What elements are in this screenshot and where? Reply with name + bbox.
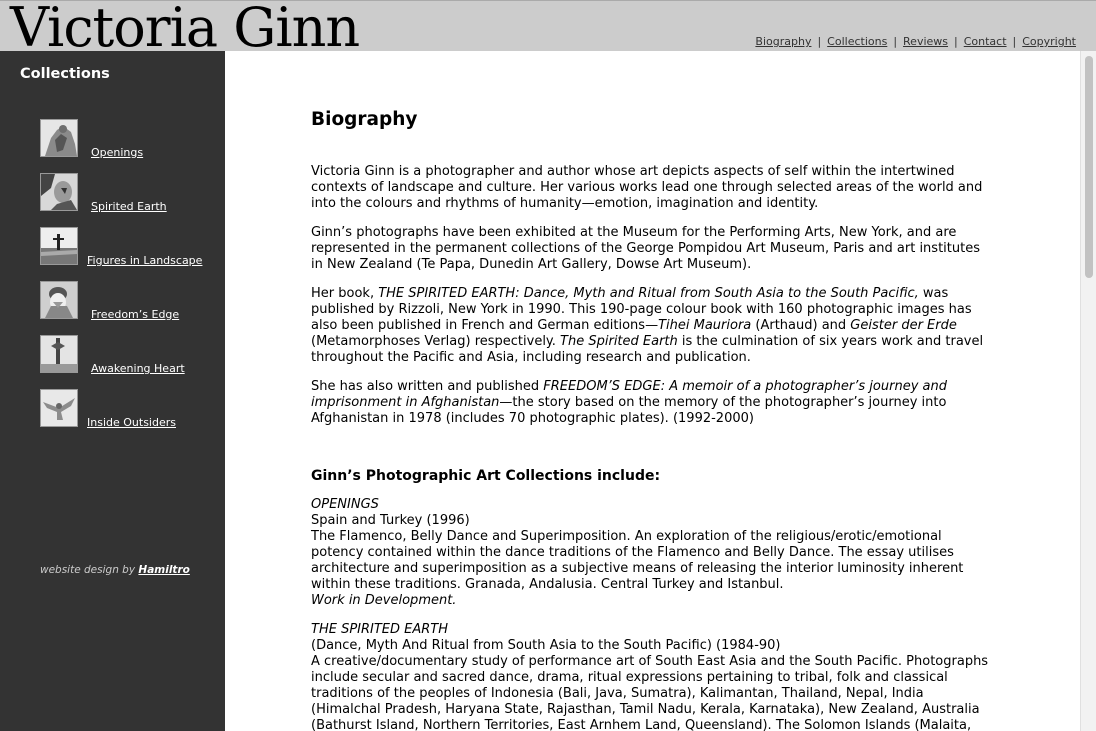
scrollbar-thumb[interactable]	[1085, 56, 1093, 278]
text-line: Victoria Ginn is a photographer and author whose art depicts aspects of self within the intertwined	[311, 164, 955, 179]
collection-link-spirited-earth[interactable]	[40, 173, 220, 213]
nav-link-contact[interactable]: Contact	[963, 35, 1007, 48]
site-header	[0, 0, 1096, 51]
nav-separator: |	[817, 35, 822, 48]
text-span: is the culmination of six years work and travel	[677, 334, 984, 349]
text-span: (Arthaud) and	[751, 318, 851, 333]
text-line: architecture and superimposition as a subjective means of releasing the interior luminosity inherent	[311, 561, 964, 576]
text-line: throughout the Pacific and Asia, including research and publication.	[311, 350, 751, 365]
text-line: (Bathurst Island, Northern Territories, East Arnhem Land, Queensland). The Solomon Islands (Malaita,	[311, 718, 972, 731]
collection-label: Figures in Landscape	[87, 254, 203, 267]
nav-link-reviews[interactable]: Reviews	[903, 35, 949, 48]
text-span: (Metamorphoses Verlag) respectively.	[311, 334, 561, 349]
text-line: contexts of landscape and culture. Her various works lead one through selected areas of the world and	[311, 180, 983, 195]
collection-status: Work in Development.	[311, 593, 457, 608]
bio-paragraph-2	[311, 225, 995, 273]
text-line: A creative/documentary study of performance art of South East Asia and the South Pacific. Photographs	[311, 654, 989, 669]
sidebar-heading: Collections	[20, 66, 110, 82]
collection-spirited-earth	[311, 622, 995, 731]
text-line: in New Zealand (Te Papa, Dunedin Art Gallery, Dowse Art Museum).	[311, 257, 752, 272]
book-title: FREEDOM’S EDGE: A memoir of a photographer’s journey and	[543, 379, 947, 394]
text-line: Ginn’s photographs have been exhibited at the Museum for the Performing Arts, New York, and are	[311, 225, 957, 240]
collection-label: Spirited Earth	[91, 200, 167, 213]
collection-name: OPENINGS	[311, 497, 379, 512]
text-line: potency contained within the dance traditions of the Flamenco and Belly Dance. The essay utilises	[311, 545, 954, 560]
text-line: into the colours and rhythms of humanity—emotion, imagination and identity.	[311, 196, 819, 211]
spirited-earth-thumbnail[interactable]	[40, 173, 78, 211]
text-span: —the story based on the memory of the photographer’s journey into	[499, 395, 947, 410]
collection-link-openings[interactable]	[40, 119, 220, 159]
collection-place: Spain and Turkey (1996)	[311, 513, 470, 528]
text-line: (Himalchal Pradesh, Haryana State, Rajasthan, Tamil Nadu, Kerala, Karnataka), New Zealand, Australia	[311, 702, 980, 717]
text-line	[311, 334, 995, 350]
figures-in-landscape-thumbnail[interactable]	[40, 227, 78, 265]
nav-separator: |	[893, 35, 898, 48]
text-span: also been published in French and German editions—	[311, 318, 659, 333]
collection-link-inside-outsiders[interactable]	[40, 389, 220, 429]
collection-link-awakening-heart[interactable]	[40, 335, 220, 375]
openings-thumbnail[interactable]	[40, 119, 78, 157]
text-line: published by Rizzoli, New York in 1990. This 190-page colour book with 160 photographic images has	[311, 302, 972, 317]
site-title: Victoria Ginn	[10, 0, 360, 51]
text-line: The Flamenco, Belly Dance and Superimposition. An exploration of the religious/erotic/emotional	[311, 529, 942, 544]
book-title: imprisonment in Afghanistan	[311, 395, 500, 410]
text-span: Her book,	[311, 286, 379, 301]
credit-text: website design by	[40, 564, 139, 576]
design-credit	[40, 564, 190, 576]
text-line	[311, 318, 995, 334]
text-span: She has also written and published	[311, 379, 544, 394]
collection-label: Inside Outsiders	[87, 416, 176, 429]
collection-link-freedoms-edge[interactable]	[40, 281, 220, 321]
bio-paragraph-1	[311, 164, 995, 212]
collection-label: Openings	[91, 146, 144, 159]
bio-paragraph-3	[311, 286, 995, 366]
text-line	[311, 286, 995, 302]
nav-separator: |	[1012, 35, 1017, 48]
book-title: Geister der Erde	[850, 318, 957, 333]
book-title: THE SPIRITED EARTH: Dance, Myth and Ritual from South Asia to the South Pacific,	[378, 286, 919, 301]
text-line: traditions of the peoples of Indonesia (Bali, Java, Sumatra), Kalimantan, Thailand, Nepal, India	[311, 686, 924, 701]
collection-link-figures-in-landscape[interactable]	[40, 227, 220, 267]
freedoms-edge-thumbnail[interactable]	[40, 281, 78, 319]
collection-name: THE SPIRITED EARTH	[311, 622, 449, 637]
text-line: within these traditions. Granada, Andalusia. Central Turkey and Istanbul.	[311, 577, 784, 592]
collection-label: Freedom’s Edge	[91, 308, 180, 321]
bio-paragraph-4	[311, 379, 995, 427]
collection-openings	[311, 497, 995, 609]
collection-subtitle: (Dance, Myth And Ritual from South Asia to the South Pacific) (1984-90)	[311, 638, 781, 653]
top-nav	[755, 35, 1076, 48]
page-title: Biography	[311, 109, 418, 130]
collection-label: Awakening Heart	[91, 362, 185, 375]
text-line: Afghanistan in 1978 (includes 70 photographic plates). (1992-2000)	[311, 411, 754, 426]
text-line: represented in the permanent collections of the George Pompidou Art Museum, Paris and art institutes	[311, 241, 980, 256]
main-content	[225, 51, 1080, 731]
nav-link-collections[interactable]: Collections	[827, 35, 888, 48]
nav-link-biography[interactable]: Biography	[755, 35, 812, 48]
inside-outsiders-thumbnail[interactable]	[40, 389, 78, 427]
sidebar	[0, 51, 225, 731]
collections-heading: Ginn’s Photographic Art Collections include:	[311, 468, 661, 484]
text-line	[311, 395, 995, 411]
nav-separator: |	[954, 35, 958, 48]
book-title: Tihei Mauriora	[658, 318, 752, 333]
text-span: was	[918, 286, 949, 301]
text-line	[311, 379, 995, 395]
credit-link[interactable]: Hamiltro	[138, 564, 190, 576]
vertical-scrollbar[interactable]	[1080, 51, 1096, 731]
text-line: include secular and sacred dance, drama, ritual expressions pertaining to tribal, folk and classical	[311, 670, 948, 685]
nav-link-copyright[interactable]: Copyright	[1022, 35, 1076, 48]
book-title: The Spirited Earth	[560, 334, 678, 349]
awakening-heart-thumbnail[interactable]	[40, 335, 78, 373]
